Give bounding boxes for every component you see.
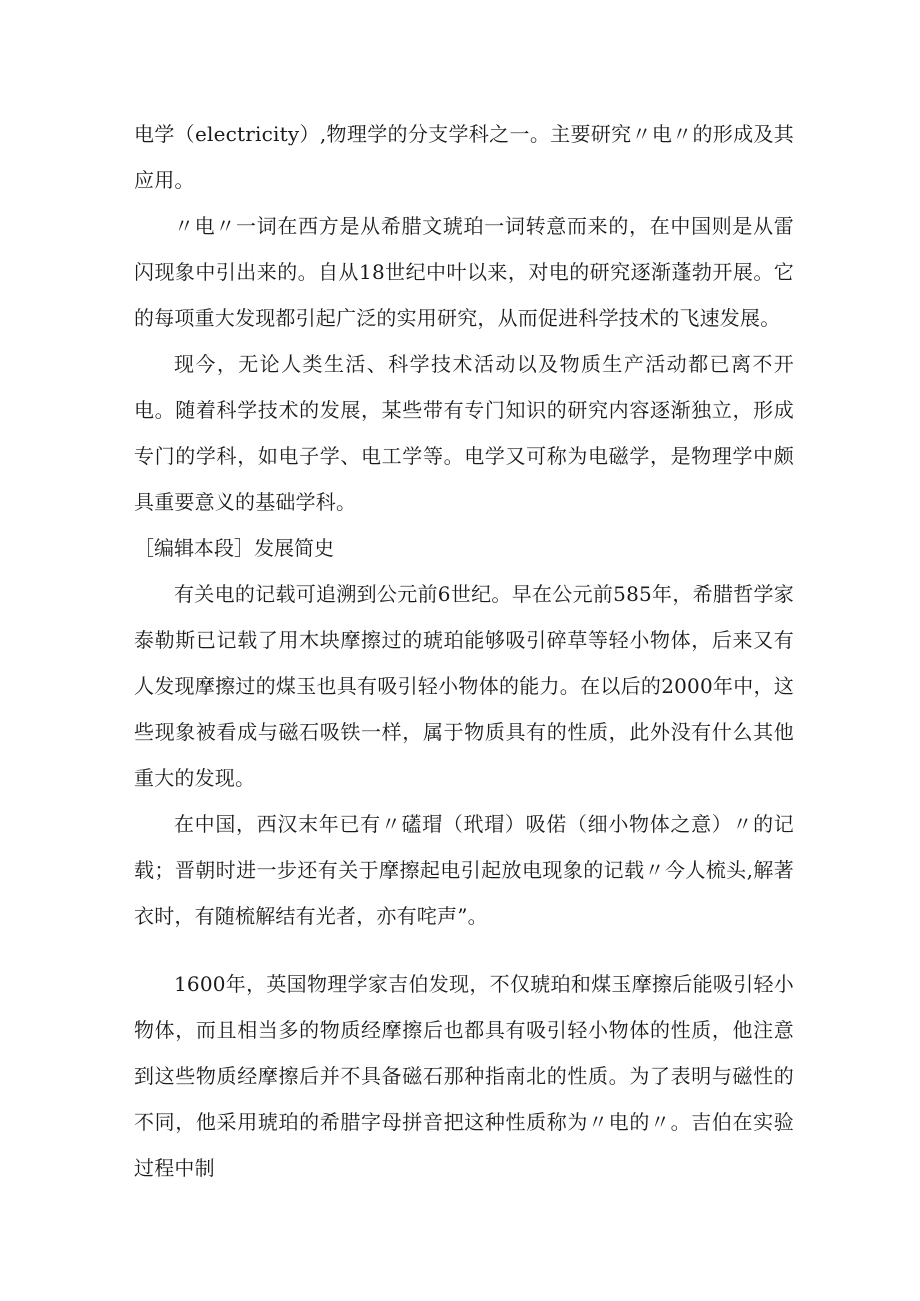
paragraph-etymology: 〃电〃一词在西方是从希腊文琥珀一词转意而来的，在中国则是从雷闪现象中引出来的。自从18世纪中叶以来，对电的研究逐渐蓬勃开展。它的每项重大发现都引起广泛的实用研究，从而促进科学技术的飞速发展。 bbox=[134, 214, 794, 330]
paragraph-history-gilbert: 1600年，英国物理学家吉伯发现，不仅琥珀和煤玉摩擦后能吸引轻小物体，而且相当多的物质经摩擦后也都具有吸引轻小物体的性质，他注意到这些物质经摩擦后并不具备磁石那种指南北的性质。为了表明与磁性的不同，他采用琥珀的希腊字母拼音把这种性质称为〃电的〃。吉伯在实验过程中制 bbox=[134, 972, 794, 1180]
paragraph-intro: 电学（electricity）,物理学的分支学科之一。主要研究〃电〃的形成及其应用。 bbox=[134, 122, 794, 192]
paragraph-modern: 现今，无论人类生活、科学技术活动以及物质生产活动都已离不开电。随着科学技术的发展，某些带有专门知识的研究内容逐渐独立，形成专门的学科，如电子学、电工学等。电学又可称为电磁学，是物理学中颇具重要意义的基础学科。 bbox=[134, 352, 794, 514]
section-heading: ［编辑本段］发展简史 bbox=[134, 536, 334, 560]
paragraph-history-china: 在中国，西汉末年已有〃礚瑁（玳瑁）吸偌（细小物体之意）〃的记载；晋朝时进一步还有关于摩擦起电引起放电现象的记载〃今人梳头,解著衣时，有随梳解结有光者，亦有咤声”。 bbox=[134, 812, 794, 928]
paragraph-history-ancient: 有关电的记载可追溯到公元前6世纪。早在公元前585年，希腊哲学家泰勒斯已记载了用木块摩擦过的琥珀能够吸引碎草等轻小物体，后来又有人发现摩擦过的煤玉也具有吸引轻小物体的能力。在以后的2000年中，这些现象被看成与磁石吸铁一样，属于物质具有的性质，此外没有什么其他重大的发现。 bbox=[134, 582, 794, 790]
